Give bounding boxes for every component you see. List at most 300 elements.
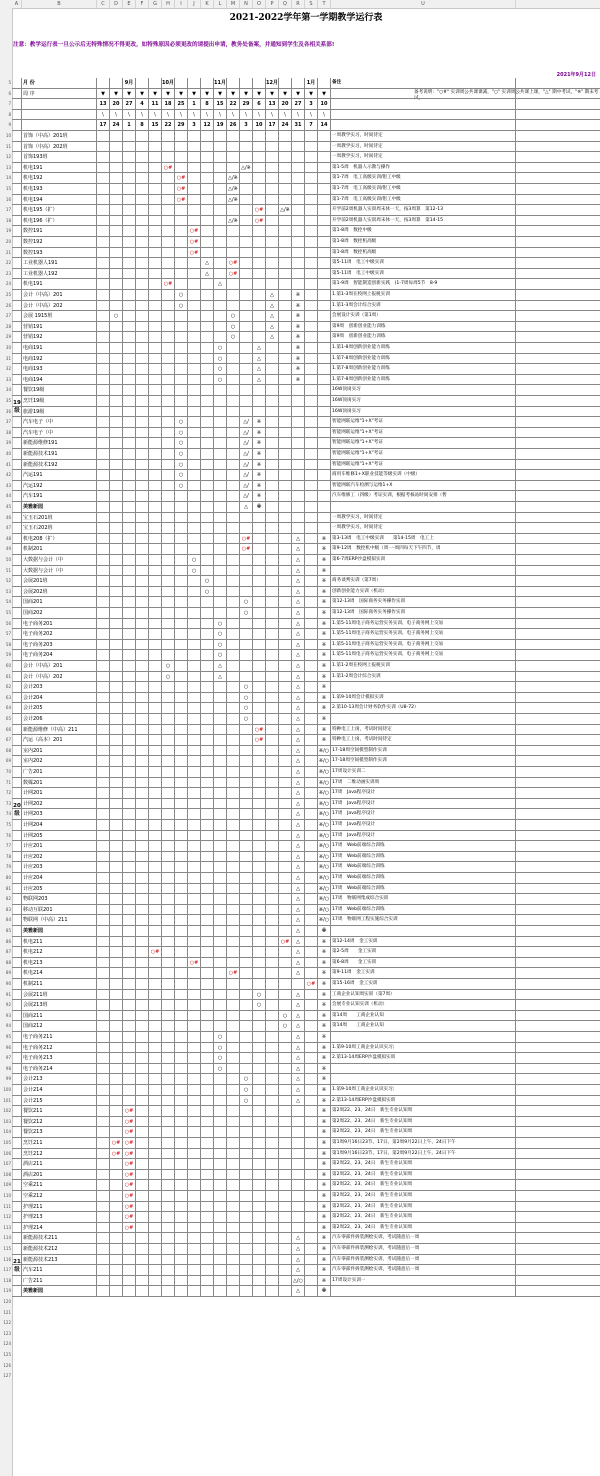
week-cell[interactable]: [175, 237, 188, 248]
week-cell[interactable]: [253, 1170, 266, 1181]
week-cell[interactable]: [214, 1159, 227, 1170]
week-cell[interactable]: [188, 449, 201, 460]
week-cell[interactable]: [123, 173, 136, 184]
week-cell[interactable]: [240, 619, 253, 630]
week-cell[interactable]: △: [292, 1032, 305, 1043]
week-cell[interactable]: [12, 470, 22, 481]
row-number[interactable]: 20: [5, 239, 11, 244]
week-cell[interactable]: [162, 1286, 175, 1297]
week-cell[interactable]: [110, 290, 123, 301]
week-cell[interactable]: [12, 449, 22, 460]
week-cell[interactable]: ○: [253, 990, 266, 1001]
week-cell[interactable]: [97, 131, 110, 142]
week-cell[interactable]: [227, 534, 240, 545]
week-cell[interactable]: [266, 746, 279, 757]
week-cell[interactable]: [12, 661, 22, 672]
week-cell[interactable]: ※: [318, 1212, 331, 1223]
class-cell[interactable]: 大数据与会计（中: [22, 555, 97, 566]
week-cell[interactable]: [201, 1043, 214, 1054]
week-cell[interactable]: [188, 301, 201, 312]
week-cell[interactable]: [188, 1053, 201, 1064]
week-cell[interactable]: △: [292, 905, 305, 916]
week-cell[interactable]: [175, 152, 188, 163]
row-number[interactable]: 78: [5, 853, 11, 859]
week-cell[interactable]: [305, 555, 318, 566]
week-cell[interactable]: [162, 1085, 175, 1096]
week-cell[interactable]: [279, 523, 292, 534]
week-cell[interactable]: △: [292, 873, 305, 884]
week-cell[interactable]: [266, 905, 279, 916]
week-cell[interactable]: [188, 544, 201, 555]
week-cell[interactable]: △/: [240, 481, 253, 492]
week-cell[interactable]: [214, 1149, 227, 1160]
week-cell[interactable]: △/○: [292, 1276, 305, 1287]
week-cell[interactable]: [240, 205, 253, 216]
week-cell[interactable]: [149, 1180, 162, 1191]
note-cell[interactable]: 第14周 工商企业认知: [331, 1011, 516, 1022]
week-cell[interactable]: [110, 682, 123, 693]
week-cell[interactable]: [266, 375, 279, 386]
week-cell[interactable]: [266, 597, 279, 608]
week-cell[interactable]: ※: [318, 1233, 331, 1244]
week-cell[interactable]: △: [292, 1096, 305, 1107]
row-number[interactable]: 25: [5, 292, 11, 297]
week-cell[interactable]: [110, 332, 123, 343]
week-cell[interactable]: [201, 491, 214, 502]
week-cell[interactable]: [279, 672, 292, 683]
week-cell[interactable]: [162, 619, 175, 630]
week-cell[interactable]: [201, 937, 214, 948]
week-cell[interactable]: [110, 407, 123, 418]
week-cell[interactable]: [162, 1159, 175, 1170]
week-cell[interactable]: [292, 173, 305, 184]
class-cell[interactable]: 烹饪19级: [22, 396, 97, 407]
week-cell[interactable]: [97, 1127, 110, 1138]
week-cell[interactable]: [123, 672, 136, 683]
week-cell[interactable]: [149, 566, 162, 577]
week-cell[interactable]: [318, 343, 331, 354]
note-cell[interactable]: 第2周22、23、24日 新生专业认知周: [331, 1106, 516, 1117]
week-cell[interactable]: △: [201, 258, 214, 269]
class-cell[interactable]: 汽车211: [22, 1265, 97, 1276]
class-cell[interactable]: 餐饮19级: [22, 385, 97, 396]
week-cell[interactable]: [149, 1255, 162, 1266]
week-cell[interactable]: [12, 99, 22, 110]
week-cell[interactable]: [201, 915, 214, 926]
week-cell[interactable]: [292, 78, 305, 89]
week-cell[interactable]: [214, 587, 227, 598]
week-cell[interactable]: [110, 852, 123, 863]
week-cell[interactable]: [136, 460, 149, 471]
week-cell[interactable]: ※: [318, 576, 331, 587]
week-cell[interactable]: [110, 1011, 123, 1022]
week-cell[interactable]: [253, 767, 266, 778]
week-cell[interactable]: [175, 396, 188, 407]
week-cell[interactable]: [162, 884, 175, 895]
week-cell[interactable]: [214, 735, 227, 746]
week-cell[interactable]: [123, 862, 136, 873]
week-cell[interactable]: ▼: [214, 89, 227, 100]
row-number[interactable]: 47: [5, 525, 11, 531]
week-cell[interactable]: ※: [318, 555, 331, 566]
week-cell[interactable]: [188, 205, 201, 216]
note-cell[interactable]: 1.第7-8周创新创业能力训练: [331, 375, 516, 386]
week-cell[interactable]: [227, 438, 240, 449]
week-cell[interactable]: [175, 1180, 188, 1191]
week-cell[interactable]: [279, 449, 292, 460]
week-cell[interactable]: ※: [318, 1170, 331, 1181]
note-cell[interactable]: 汽车零部件拆装测绘实训，考试随意后一周: [331, 1255, 516, 1266]
week-cell[interactable]: [214, 979, 227, 990]
week-cell[interactable]: [279, 799, 292, 810]
week-cell[interactable]: [162, 1223, 175, 1234]
week-cell[interactable]: [214, 852, 227, 863]
week-cell[interactable]: [188, 375, 201, 386]
week-cell[interactable]: [110, 1021, 123, 1032]
week-cell[interactable]: [305, 1276, 318, 1287]
week-cell[interactable]: [162, 205, 175, 216]
week-cell[interactable]: [12, 1223, 22, 1234]
week-cell[interactable]: [110, 544, 123, 555]
week-cell[interactable]: [175, 1000, 188, 1011]
week-cell[interactable]: [97, 629, 110, 640]
row-number[interactable]: 57: [5, 631, 11, 637]
class-cell[interactable]: 国商211: [22, 1011, 97, 1022]
week-cell[interactable]: [136, 364, 149, 375]
week-cell[interactable]: [188, 873, 201, 884]
week-cell[interactable]: △/: [240, 449, 253, 460]
class-cell[interactable]: 室内202: [22, 756, 97, 767]
week-cell[interactable]: [162, 1202, 175, 1213]
week-cell[interactable]: [97, 714, 110, 725]
week-cell[interactable]: [136, 279, 149, 290]
week-cell[interactable]: [292, 502, 305, 513]
class-cell[interactable]: 汽车电子（中: [22, 417, 97, 428]
week-cell[interactable]: [253, 576, 266, 587]
week-cell[interactable]: ○: [214, 629, 227, 640]
note-cell[interactable]: [331, 1074, 516, 1085]
week-cell[interactable]: [149, 1149, 162, 1160]
week-cell[interactable]: [266, 491, 279, 502]
week-cell[interactable]: [123, 1064, 136, 1075]
week-cell[interactable]: [214, 746, 227, 757]
week-cell[interactable]: [214, 491, 227, 502]
week-cell[interactable]: [201, 438, 214, 449]
week-cell[interactable]: [253, 385, 266, 396]
week-cell[interactable]: [201, 650, 214, 661]
week-cell[interactable]: [253, 693, 266, 704]
week-cell[interactable]: [279, 714, 292, 725]
week-cell[interactable]: [227, 1180, 240, 1191]
week-cell[interactable]: [97, 470, 110, 481]
week-cell[interactable]: [305, 884, 318, 895]
week-cell[interactable]: [305, 841, 318, 852]
week-cell[interactable]: [149, 926, 162, 937]
week-cell[interactable]: [305, 608, 318, 619]
week-cell[interactable]: [97, 682, 110, 693]
week-cell[interactable]: [136, 926, 149, 937]
row-number[interactable]: 61: [5, 673, 11, 679]
note-cell[interactable]: 17-18周空间模型制作实训: [331, 746, 516, 757]
week-cell[interactable]: [188, 417, 201, 428]
week-cell[interactable]: [240, 248, 253, 259]
week-cell[interactable]: [227, 142, 240, 153]
week-cell[interactable]: [110, 725, 123, 736]
week-cell[interactable]: [110, 597, 123, 608]
week-cell[interactable]: [97, 831, 110, 842]
week-cell[interactable]: [292, 417, 305, 428]
week-cell[interactable]: [227, 1021, 240, 1032]
week-cell[interactable]: [12, 979, 22, 990]
week-cell[interactable]: [123, 1074, 136, 1085]
week-cell[interactable]: ※/○: [318, 873, 331, 884]
week-cell[interactable]: [188, 279, 201, 290]
class-cell[interactable]: 汽运191: [22, 470, 97, 481]
week-cell[interactable]: [279, 820, 292, 831]
row-number[interactable]: 112: [3, 1214, 11, 1220]
week-cell[interactable]: [136, 332, 149, 343]
week-cell[interactable]: [318, 470, 331, 481]
row-number[interactable]: 123: [3, 1330, 11, 1336]
row-number[interactable]: 107: [3, 1161, 11, 1167]
week-cell[interactable]: [201, 205, 214, 216]
week-cell[interactable]: [279, 682, 292, 693]
week-cell[interactable]: [136, 311, 149, 322]
week-cell[interactable]: [240, 1138, 253, 1149]
week-cell[interactable]: [12, 884, 22, 895]
week-cell[interactable]: [149, 915, 162, 926]
week-cell[interactable]: [149, 1096, 162, 1107]
week-cell[interactable]: [201, 1053, 214, 1064]
week-cell[interactable]: [227, 947, 240, 958]
week-cell[interactable]: [136, 1053, 149, 1064]
column-letter[interactable]: R: [292, 0, 305, 8]
class-cell[interactable]: 宝玉石201班: [22, 513, 97, 524]
column-letter[interactable]: U: [331, 0, 516, 8]
week-cell[interactable]: [292, 396, 305, 407]
week-cell[interactable]: [305, 1096, 318, 1107]
class-cell[interactable]: 数媒201: [22, 778, 97, 789]
week-cell[interactable]: [149, 354, 162, 365]
week-cell[interactable]: [123, 905, 136, 916]
week-cell[interactable]: [97, 1233, 110, 1244]
week-cell[interactable]: [201, 1085, 214, 1096]
week-cell[interactable]: [149, 1032, 162, 1043]
week-cell[interactable]: [240, 958, 253, 969]
week-cell[interactable]: △/※: [227, 173, 240, 184]
week-cell[interactable]: ○: [240, 1074, 253, 1085]
week-cell[interactable]: ○: [175, 428, 188, 439]
week-cell[interactable]: [292, 491, 305, 502]
note-cell[interactable]: 第9-12周 数控机中级（周一-周四每天下午四节，周: [331, 544, 516, 555]
week-cell[interactable]: ※: [318, 1223, 331, 1234]
row-number[interactable]: 118: [3, 1277, 11, 1283]
week-cell[interactable]: [123, 937, 136, 948]
week-cell[interactable]: [12, 311, 22, 322]
week-cell[interactable]: [214, 258, 227, 269]
row-number[interactable]: 122: [3, 1320, 11, 1326]
class-cell[interactable]: 物联网（中高）211: [22, 915, 97, 926]
week-cell[interactable]: △: [253, 354, 266, 365]
week-cell[interactable]: [136, 841, 149, 852]
note-cell[interactable]: 第9周 创新创业能力训练: [331, 332, 516, 343]
week-cell[interactable]: [149, 311, 162, 322]
week-cell[interactable]: [136, 1064, 149, 1075]
week-cell[interactable]: [175, 1096, 188, 1107]
week-cell[interactable]: [149, 513, 162, 524]
week-cell[interactable]: ○#: [175, 184, 188, 195]
week-cell[interactable]: [110, 375, 123, 386]
row-number[interactable]: 19: [5, 228, 11, 234]
week-cell[interactable]: [175, 650, 188, 661]
week-cell[interactable]: [279, 756, 292, 767]
week-cell[interactable]: [149, 1276, 162, 1287]
week-cell[interactable]: [123, 1286, 136, 1297]
week-cell[interactable]: [266, 163, 279, 174]
week-cell[interactable]: [279, 1127, 292, 1138]
week-cell[interactable]: [12, 672, 22, 683]
week-cell[interactable]: [201, 926, 214, 937]
week-cell[interactable]: [253, 152, 266, 163]
week-cell[interactable]: [97, 947, 110, 958]
week-cell[interactable]: [240, 1223, 253, 1234]
week-cell[interactable]: [214, 1021, 227, 1032]
week-cell[interactable]: [240, 735, 253, 746]
week-cell[interactable]: [12, 428, 22, 439]
week-cell[interactable]: [240, 407, 253, 418]
week-cell[interactable]: [175, 756, 188, 767]
week-cell[interactable]: [188, 1043, 201, 1054]
week-cell[interactable]: [253, 629, 266, 640]
week-cell[interactable]: [227, 1265, 240, 1276]
week-cell[interactable]: [253, 1085, 266, 1096]
week-cell[interactable]: [123, 1032, 136, 1043]
week-cell[interactable]: [123, 650, 136, 661]
week-cell[interactable]: [266, 449, 279, 460]
week-cell[interactable]: [188, 862, 201, 873]
week-cell[interactable]: [12, 788, 22, 799]
week-cell[interactable]: [149, 1000, 162, 1011]
week-cell[interactable]: [266, 672, 279, 683]
class-cell[interactable]: 新能源维修（中高）211: [22, 725, 97, 736]
class-cell[interactable]: 电商192: [22, 354, 97, 365]
week-cell[interactable]: [110, 915, 123, 926]
week-cell[interactable]: [279, 131, 292, 142]
week-cell[interactable]: [162, 385, 175, 396]
note-cell[interactable]: 第1-8周 数控机高级: [331, 248, 516, 259]
week-cell[interactable]: [188, 799, 201, 810]
week-cell[interactable]: [110, 226, 123, 237]
week-cell[interactable]: [97, 385, 110, 396]
week-cell[interactable]: 11月: [214, 78, 227, 89]
week-cell[interactable]: \: [318, 110, 331, 121]
week-cell[interactable]: [136, 1212, 149, 1223]
week-cell[interactable]: [136, 1170, 149, 1181]
week-cell[interactable]: [305, 237, 318, 248]
week-cell[interactable]: ○: [175, 290, 188, 301]
week-cell[interactable]: [97, 226, 110, 237]
week-cell[interactable]: [12, 1149, 22, 1160]
week-cell[interactable]: [97, 703, 110, 714]
week-cell[interactable]: [175, 937, 188, 948]
week-cell[interactable]: [240, 926, 253, 937]
class-cell[interactable]: 计网203: [22, 809, 97, 820]
week-cell[interactable]: [253, 1212, 266, 1223]
week-cell[interactable]: [266, 756, 279, 767]
week-cell[interactable]: [110, 799, 123, 810]
week-cell[interactable]: [136, 1074, 149, 1085]
week-cell[interactable]: [188, 184, 201, 195]
week-cell[interactable]: [123, 258, 136, 269]
week-cell[interactable]: [305, 1021, 318, 1032]
week-cell[interactable]: [123, 364, 136, 375]
week-cell[interactable]: [136, 905, 149, 916]
week-cell[interactable]: [279, 1223, 292, 1234]
week-cell[interactable]: [123, 216, 136, 227]
week-cell[interactable]: [97, 788, 110, 799]
week-cell[interactable]: △/: [240, 470, 253, 481]
week-cell[interactable]: [214, 226, 227, 237]
note-cell[interactable]: 17周 物联网工程实施综合实训: [331, 915, 516, 926]
note-cell[interactable]: 智能网联运维"1+X"考证: [331, 417, 516, 428]
week-cell[interactable]: [162, 735, 175, 746]
note-cell[interactable]: 汽车零部件拆装测绘实训，考试随意后一周: [331, 1265, 516, 1276]
week-cell[interactable]: [149, 1021, 162, 1032]
week-cell[interactable]: [188, 332, 201, 343]
week-cell[interactable]: [188, 385, 201, 396]
week-cell[interactable]: [188, 1000, 201, 1011]
week-cell[interactable]: [240, 142, 253, 153]
week-cell[interactable]: [266, 248, 279, 259]
row-number[interactable]: 26: [5, 302, 11, 308]
note-cell[interactable]: 1.第5-11周电子商务运营实务实训、电子商务网上交易: [331, 629, 516, 640]
week-cell[interactable]: [162, 1106, 175, 1117]
week-cell[interactable]: [149, 396, 162, 407]
week-cell[interactable]: [12, 89, 22, 100]
class-cell[interactable]: 美雅新园: [22, 502, 97, 513]
week-cell[interactable]: [188, 979, 201, 990]
class-cell[interactable]: 新能源技术191: [22, 449, 97, 460]
class-cell[interactable]: 空乘212: [22, 1191, 97, 1202]
week-cell[interactable]: [110, 1265, 123, 1276]
week-cell[interactable]: [149, 142, 162, 153]
week-cell[interactable]: [149, 629, 162, 640]
week-cell[interactable]: [12, 375, 22, 386]
row-number[interactable]: 84: [5, 917, 11, 923]
week-cell[interactable]: ※: [318, 1202, 331, 1213]
week-cell[interactable]: [123, 226, 136, 237]
week-cell[interactable]: [292, 258, 305, 269]
class-cell[interactable]: 移动互联201: [22, 905, 97, 916]
week-cell[interactable]: [227, 1170, 240, 1181]
week-cell[interactable]: [110, 714, 123, 725]
week-cell[interactable]: [136, 301, 149, 312]
week-cell[interactable]: [136, 682, 149, 693]
week-cell[interactable]: [279, 778, 292, 789]
week-cell[interactable]: [214, 926, 227, 937]
week-cell[interactable]: [305, 1032, 318, 1043]
week-cell[interactable]: [305, 396, 318, 407]
week-cell[interactable]: [110, 1170, 123, 1181]
week-cell[interactable]: ○: [214, 619, 227, 630]
class-cell[interactable]: 电子商务214: [22, 1064, 97, 1075]
week-cell[interactable]: [240, 1053, 253, 1064]
week-cell[interactable]: [305, 852, 318, 863]
week-cell[interactable]: △/※: [227, 195, 240, 206]
row-number[interactable]: 92: [5, 1002, 11, 1008]
week-cell[interactable]: ○: [214, 1032, 227, 1043]
week-cell[interactable]: ○#: [227, 968, 240, 979]
